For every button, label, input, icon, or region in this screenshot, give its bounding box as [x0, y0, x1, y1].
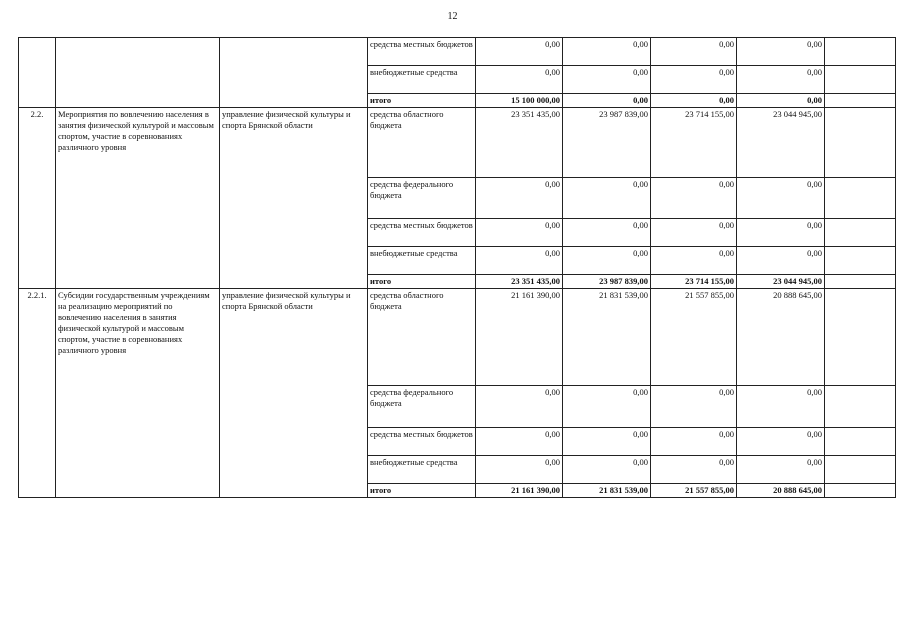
value-cell: 0,00 [651, 178, 737, 219]
budget-table [18, 37, 896, 498]
table-row [19, 289, 896, 386]
total-value: 15 100 000,00 [476, 94, 563, 108]
source-cell: внебюджетные средства [368, 247, 476, 275]
value-cell: 0,00 [563, 178, 651, 219]
value-cell: 21 831 539,00 [563, 289, 651, 386]
number-cell [19, 38, 56, 108]
source-cell: средства федерального бюджета [368, 178, 476, 219]
source-cell: средства областного бюджета [368, 289, 476, 386]
empty-cell [825, 386, 896, 428]
value-cell: 0,00 [737, 219, 825, 247]
value-cell: 0,00 [476, 456, 563, 484]
total-value: 23 714 155,00 [651, 275, 737, 289]
total-value: 23 351 435,00 [476, 275, 563, 289]
item-name: Субсидии государственным учреждениям на реализацию мероприятий по вовлечению населения в занятия физической культурой и массовым спортом, участие в соревнованиях различного уровня [56, 289, 220, 498]
total-value: 21 831 539,00 [563, 484, 651, 498]
total-value: 0,00 [563, 94, 651, 108]
empty-cell [825, 178, 896, 219]
total-label: итого [368, 94, 476, 108]
page-number: 12 [447, 11, 458, 22]
item-executor: управление физической культуры и спорта Брянской области [220, 108, 368, 289]
total-label: итого [368, 484, 476, 498]
empty-cell [825, 247, 896, 275]
value-cell: 0,00 [563, 456, 651, 484]
total-value: 21 161 390,00 [476, 484, 563, 498]
value-cell: 0,00 [651, 456, 737, 484]
value-cell: 0,00 [476, 247, 563, 275]
value-cell: 0,00 [563, 386, 651, 428]
empty-cell [825, 66, 896, 94]
empty-cell [825, 275, 896, 289]
empty-cell [825, 428, 896, 456]
executor-cell [220, 38, 368, 108]
value-cell: 21 161 390,00 [476, 289, 563, 386]
value-cell: 0,00 [476, 219, 563, 247]
source-cell: внебюджетные средства [368, 66, 476, 94]
total-value: 23 987 839,00 [563, 275, 651, 289]
value-cell: 20 888 645,00 [737, 289, 825, 386]
value-cell: 0,00 [563, 219, 651, 247]
value-cell: 0,00 [563, 66, 651, 94]
value-cell: 0,00 [737, 178, 825, 219]
total-value: 0,00 [651, 94, 737, 108]
value-cell: 0,00 [737, 386, 825, 428]
value-cell: 0,00 [651, 428, 737, 456]
table-row [19, 38, 896, 66]
value-cell: 0,00 [737, 247, 825, 275]
table-row [19, 108, 896, 178]
value-cell: 0,00 [737, 38, 825, 66]
empty-cell [825, 289, 896, 386]
value-cell: 23 044 945,00 [737, 108, 825, 178]
name-cell [56, 38, 220, 108]
empty-cell [825, 456, 896, 484]
value-cell: 0,00 [476, 428, 563, 456]
value-cell: 0,00 [651, 219, 737, 247]
value-cell: 21 557 855,00 [651, 289, 737, 386]
value-cell: 0,00 [476, 38, 563, 66]
value-cell: 0,00 [476, 178, 563, 219]
empty-cell [825, 108, 896, 178]
value-cell: 0,00 [737, 66, 825, 94]
value-cell: 23 987 839,00 [563, 108, 651, 178]
item-number: 2.2.1. [19, 289, 56, 498]
value-cell: 0,00 [651, 66, 737, 94]
empty-cell [825, 38, 896, 66]
empty-cell [825, 484, 896, 498]
total-label: итого [368, 275, 476, 289]
value-cell: 23 351 435,00 [476, 108, 563, 178]
value-cell: 0,00 [476, 386, 563, 428]
item-number: 2.2. [19, 108, 56, 289]
value-cell: 0,00 [651, 386, 737, 428]
source-cell: средства местных бюджетов [368, 219, 476, 247]
total-value: 0,00 [737, 94, 825, 108]
source-cell: средства федерального бюджета [368, 386, 476, 428]
value-cell: 0,00 [476, 66, 563, 94]
source-cell: средства местных бюджетов [368, 38, 476, 66]
value-cell: 0,00 [737, 456, 825, 484]
empty-cell [825, 219, 896, 247]
source-cell: средства местных бюджетов [368, 428, 476, 456]
value-cell: 23 714 155,00 [651, 108, 737, 178]
value-cell: 0,00 [737, 428, 825, 456]
item-executor: управление физической культуры и спорта Брянской области [220, 289, 368, 498]
total-value: 23 044 945,00 [737, 275, 825, 289]
value-cell: 0,00 [651, 247, 737, 275]
total-value: 21 557 855,00 [651, 484, 737, 498]
total-value: 20 888 645,00 [737, 484, 825, 498]
value-cell: 0,00 [563, 247, 651, 275]
value-cell: 0,00 [563, 38, 651, 66]
value-cell: 0,00 [563, 428, 651, 456]
source-cell: внебюджетные средства [368, 456, 476, 484]
source-cell: средства областного бюджета [368, 108, 476, 178]
empty-cell [825, 94, 896, 108]
value-cell: 0,00 [651, 38, 737, 66]
item-name: Мероприятия по вовлечению населения в занятия физической культурой и массовым спортом, участие в соревнованиях различного уровня [56, 108, 220, 289]
